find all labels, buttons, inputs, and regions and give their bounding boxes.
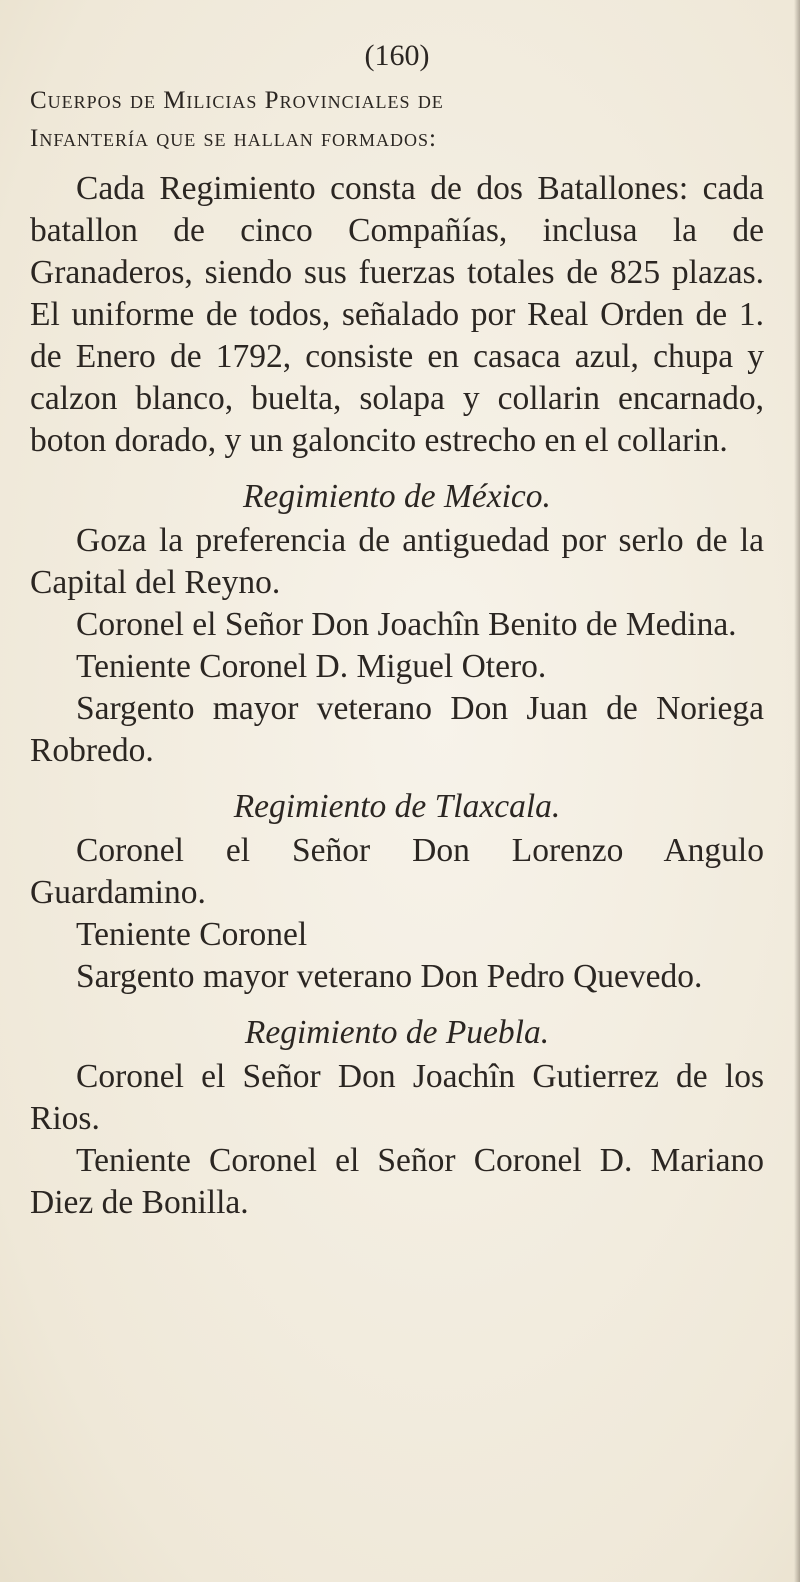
page-number: (160) <box>364 39 430 72</box>
mexico-entry: Coronel el Señor Don Joachîn Benito de Medina. <box>76 606 737 643</box>
puebla-entry: Teniente Coronel el Señor Coronel D. Mariano Diez de Bonilla. <box>30 1142 764 1221</box>
tlaxcala-entry: Teniente Coronel <box>76 916 308 953</box>
tlaxcala-entry: Sargento mayor veterano Don Pedro Quevedo. <box>76 958 703 995</box>
page-heading <box>30 82 764 158</box>
page-body <box>30 168 764 1224</box>
heading-line-1: Cuerpos de Milicias Provinciales de <box>30 87 444 114</box>
intro-paragraph: Cada Regimiento consta de dos Batallones: cada batallon de cinco Compañías, inclusa la de Granaderos, siendo sus fuerzas totales de 825 plazas. El uniforme de todos, señalado por Real Orden de 1. de Enero de 1792, consiste en casaca azul, chupa y calzon blanco, buelta, solapa y collarin encarnado, boton dorado, y un galoncito estrecho en el collarin. <box>30 170 764 459</box>
section-title-tlaxcala: Regimiento de Tlaxcala. <box>233 788 561 825</box>
tlaxcala-entry: Coronel el Señor Don Lorenzo Angulo Guardamino. <box>30 832 764 911</box>
puebla-entry: Coronel el Señor Don Joachîn Gutierrez de los Rios. <box>30 1058 764 1137</box>
section-title-mexico: Regimiento de México. <box>243 478 551 515</box>
heading-line-2: Infantería que se hallan formados: <box>30 125 437 152</box>
mexico-entry: Sargento mayor veterano Don Juan de Noriega Robredo. <box>30 690 764 769</box>
mexico-entry: Goza la preferencia de antiguedad por serlo de la Capital del Reyno. <box>30 522 764 601</box>
mexico-entry: Teniente Coronel D. Miguel Otero. <box>76 648 547 685</box>
section-title-puebla: Regimiento de Puebla. <box>244 1014 550 1051</box>
